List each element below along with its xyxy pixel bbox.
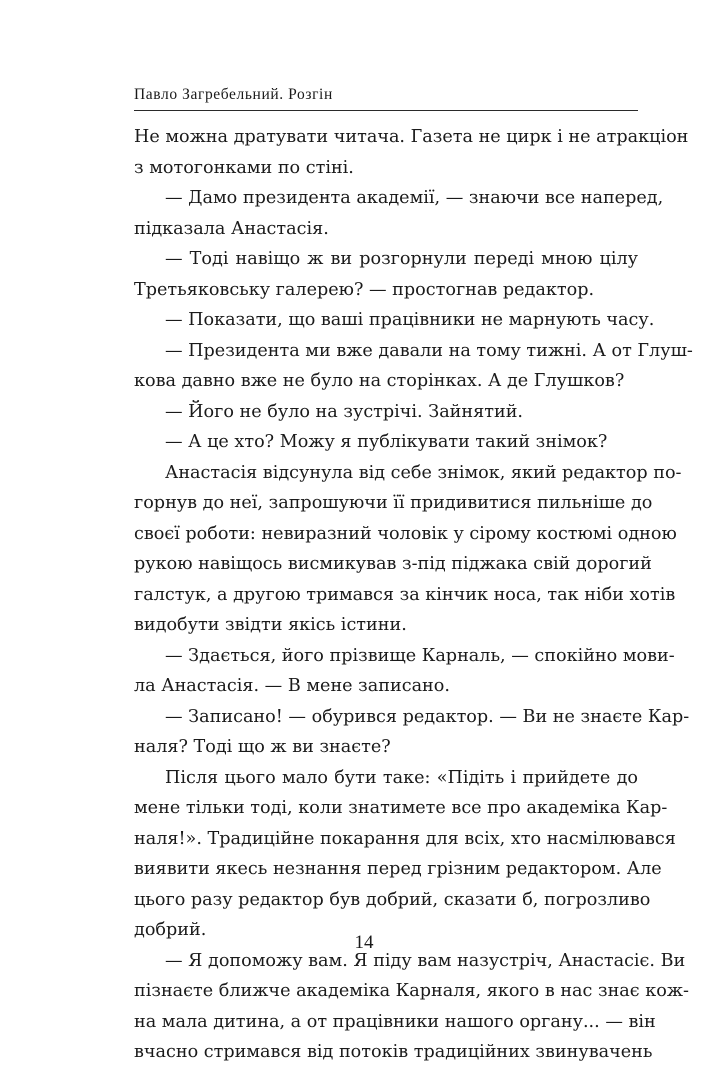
text-line: — Дамо президента академії, — знаючи все наперед, — [165, 188, 664, 208]
text-line: виявити якесь незнання перед грізним редактором. Але — [134, 859, 662, 879]
text-line: кова давно вже не було на сторінках. А де Глушков? — [134, 371, 625, 391]
text-line: галстук, а другою тримався за кінчик носа, так ніби хотів — [134, 584, 676, 605]
text-line: Не можна дратувати читача. Газета не цирк і не атракціон — [134, 127, 689, 147]
text-line: — Я допоможу вам. Я піду вам назустріч, Анастасіє. Ви — [165, 950, 686, 971]
text-line: з мотогонками по стіні. — [134, 157, 354, 178]
text-line: рукою навіщось висмикував з-під піджака свій дорогий — [134, 554, 652, 574]
text-line: видобути звідти якісь істини. — [134, 615, 407, 635]
text-line: — Записано! — обурився редактор. — Ви не знаєте Кар- — [165, 706, 690, 727]
header-rule — [134, 110, 638, 111]
text-line: на мала дитина, а от працівники нашого органу... — він — [134, 1011, 656, 1032]
text-line: ла Анастасія. — В мене записано. — [134, 676, 450, 696]
text-line: — Показати, що ваші працівники не марнують часу. — [165, 310, 655, 330]
text-line: підказала Анастасія. — [134, 218, 329, 239]
text-line: цього разу редактор був добрий, сказати б, погрозливо — [134, 889, 651, 910]
text-line: наля? Тоді що ж ви знаєте? — [134, 737, 391, 757]
text-line: вчасно стримався від потоків традиційних звинувачень — [134, 1042, 653, 1062]
text-line: Анастасія відсунула від себе знімок, який редактор по- — [165, 462, 682, 483]
text-line: пізнаєте ближче академіка Карналя, якого в нас знає кож- — [134, 981, 689, 1001]
text-line: Після цього мало бути таке: «Підіть і прийдете до — [165, 767, 638, 788]
text-line: — Його не було на зустрічі. Зайнятий. — [165, 401, 524, 422]
text-line: — Тоді навіщо ж ви розгорнули переді мною цілу — [165, 249, 638, 269]
text-line: — А це хто? Можу я публікувати такий знімок? — [165, 432, 608, 452]
page-number: 14 — [354, 932, 374, 953]
body-text — [134, 122, 693, 1068]
text-line: своєї роботи: невиразний чоловік у сірому костюмі одною — [134, 523, 677, 544]
text-line: — Президента ми вже давали на тому тижні. А от Глуш- — [165, 340, 693, 361]
text-line: мене тільки тоді, коли знатимете все про академіка Кар- — [134, 798, 668, 818]
text-line: добрий. — [134, 920, 207, 940]
text-line: — Здається, його прізвище Карналь, — спокійно мови- — [165, 645, 675, 666]
running-header: Павло Загребельний. Розгін — [134, 86, 333, 103]
text-line: Третьяковську галерею? — простогнав редактор. — [134, 279, 595, 300]
text-line: горнув до неї, запрошуючи її придивитися пильніше до — [134, 493, 653, 513]
text-line: наля!». Традиційне покарання для всіх, хто насмілювався — [134, 828, 676, 849]
